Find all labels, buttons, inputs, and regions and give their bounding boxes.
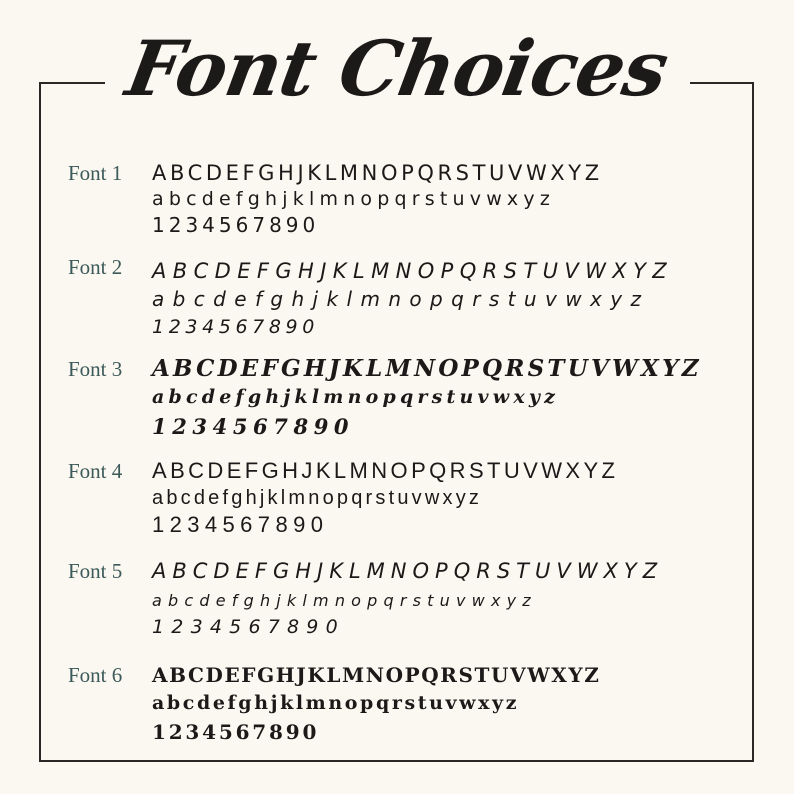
numbers-row: 1234567890 [152,616,345,638]
numbers-row: 1234567890 [152,512,329,537]
numbers-row: 1234567890 [152,316,319,338]
lowercase-row: abcdefghjklmnopqrstuvwxyz [152,188,555,210]
font-label: Font 2 [68,255,123,279]
frame-top-right-line [690,82,754,84]
font-label: Font 1 [68,161,123,185]
uppercase-row: ABCDEFGHJKLMNOPQRSTUVWXYZ [152,559,664,583]
font-label: Font 3 [68,357,123,381]
font-label: Font 4 [68,459,123,483]
uppercase-row: ABCDEFGHJKLMNOPQRSTUVWXYZ [152,259,674,283]
uppercase-row: ABCDEFGHJKLMNOPQRSTUVWXYZ [152,161,603,185]
uppercase-row: ABCDEFGHJKLMNOPQRSTUVWXYZ [152,355,702,382]
numbers-row: 1234567890 [152,720,320,744]
font-label: Font 5 [68,559,123,583]
lowercase-row: abcdefghjklmnopqrstuvwxyz [152,487,483,509]
numbers-row: 1234567890 [152,213,320,237]
font-label: Font 6 [68,663,123,687]
numbers-row: 1234567890 [152,414,355,439]
page-title: Font Choices [102,14,691,124]
uppercase-row: ABCDEFGHJKLMNOPQRSTUVWXYZ [152,663,601,687]
lowercase-row: abcdefghjklmnopqrstuvwxyz [152,692,520,714]
frame-top-left-line [39,82,105,84]
uppercase-row: ABCDEFGHJKLMNOPQRSTUVWXYZ [152,458,619,483]
lowercase-row: abcdefghjklmnopqrstuvwxyz [152,591,537,610]
lowercase-row: abcdefghjklmnopqrstuvwxyz [152,287,650,311]
lowercase-row: abcdefghjklmnopqrstuvwxyz [152,386,560,408]
